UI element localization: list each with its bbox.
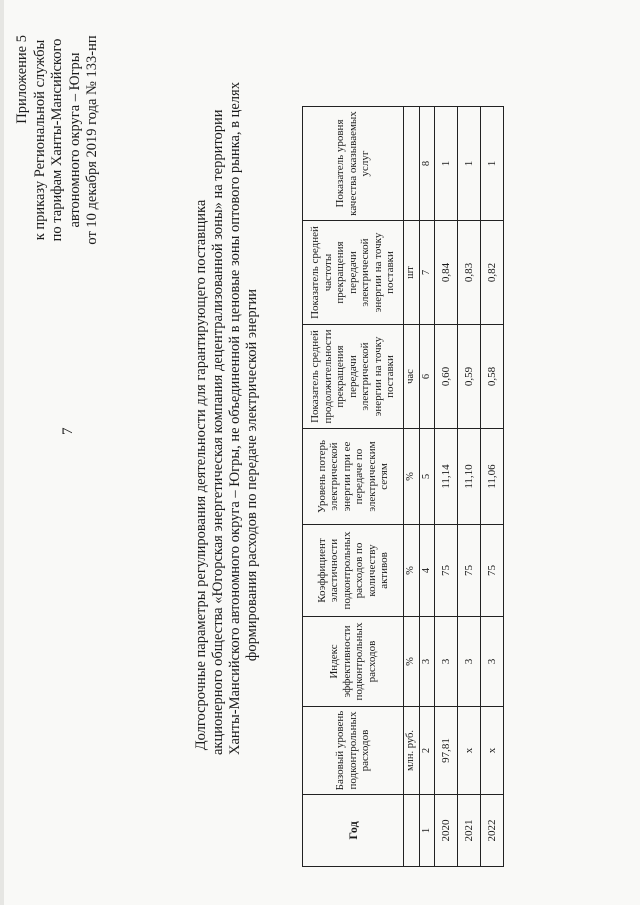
header-efficiency-index: Индекс эффективности подконтрольных расходов <box>303 617 404 707</box>
unit-cell: % <box>404 617 420 707</box>
table-cell: 3 <box>435 617 458 707</box>
column-number: 4 <box>419 525 435 617</box>
table-cell: 3 <box>481 617 504 707</box>
table-cell: 1 <box>458 107 481 221</box>
table-cell: 0,60 <box>435 325 458 429</box>
table-cell: 1 <box>481 107 504 221</box>
table-cell: 3 <box>458 617 481 707</box>
unit-cell <box>404 795 420 867</box>
appendix-label: Приложение 5 <box>14 35 30 124</box>
title-line-2: акционерного общества «Югорская энергетическая компания децентрализованной зоны» на территории <box>210 109 226 755</box>
header-base-level: Базовый уровень подконтрольных расходов <box>303 707 404 795</box>
unit-cell: час <box>404 325 420 429</box>
table-cell: 0,82 <box>481 221 504 325</box>
table-cell: х <box>458 707 481 795</box>
header-loss-level: Уровень потерь электрической энергии при ее передаче по электрическим сетям <box>303 429 404 525</box>
table-cell: 11,06 <box>481 429 504 525</box>
table-cell: 11,10 <box>458 429 481 525</box>
table-cell: 0,58 <box>481 325 504 429</box>
header-interruption-duration: Показатель средней продолжительности прекращения передачи электрической энергии на точку поставки <box>303 325 404 429</box>
header-service-quality: Показатель уровня качества оказываемых услуг <box>303 107 404 221</box>
year-cell: 2021 <box>458 795 481 867</box>
table-cell: 75 <box>458 525 481 617</box>
table-row-2022 <box>481 107 504 867</box>
year-cell: 2020 <box>435 795 458 867</box>
table-row-2020 <box>435 107 458 867</box>
table-cell: 11,14 <box>435 429 458 525</box>
year-cell: 2022 <box>481 795 504 867</box>
unit-cell: % <box>404 525 420 617</box>
table-cell: 0,83 <box>458 221 481 325</box>
appendix-service-line: по тарифам Ханты-Мансийского <box>49 38 65 242</box>
unit-cell: млн. руб. <box>404 707 420 795</box>
document-title <box>193 82 261 755</box>
column-number: 1 <box>419 795 435 867</box>
unit-cell: шт <box>404 221 420 325</box>
column-number: 8 <box>419 107 435 221</box>
column-number: 7 <box>419 221 435 325</box>
table-row-2021 <box>458 107 481 867</box>
table-cell: 0,84 <box>435 221 458 325</box>
unit-cell: % <box>404 429 420 525</box>
title-line-4: формирования расходов по передаче электрической энергии <box>244 288 260 662</box>
title-line-1: Долгосрочные параметры регулирования деятельности для гарантирующего поставщика <box>193 199 209 751</box>
table-header-row <box>303 107 404 867</box>
table-cell: 1 <box>435 107 458 221</box>
appendix-order-line: к приказу Региональной службы <box>31 39 48 241</box>
header-elasticity-coefficient: Коэффициент эластичности подконтрольных расходов по количеству активов <box>303 525 404 617</box>
table-cell: 97,81 <box>435 707 458 795</box>
column-number: 3 <box>419 617 435 707</box>
column-number: 2 <box>419 707 435 795</box>
table-units-row <box>404 107 420 867</box>
title-line-3: Ханты-Мансийского автономного округа – Югры, не объединенной в ценовые зоны оптового рынка, в целях <box>227 82 243 755</box>
table-cell: 0,59 <box>458 325 481 429</box>
table-cell: 75 <box>435 525 458 617</box>
appendix-header <box>14 0 102 285</box>
header-interruption-frequency: Показатель средней частоты прекращения передачи электрической энергии на точку поставки <box>303 221 404 325</box>
header-year: Год <box>303 795 404 867</box>
unit-cell <box>404 107 420 221</box>
table-cell: х <box>481 707 504 795</box>
column-number: 6 <box>419 325 435 429</box>
table-cell: 75 <box>481 525 504 617</box>
table-column-numbers-row <box>419 107 435 867</box>
appendix-region-line: автономного округа – Югры <box>66 52 83 228</box>
column-number: 5 <box>419 429 435 525</box>
parameters-table <box>302 106 504 867</box>
appendix-date-line: от 10 декабря 2019 года № 133-нп <box>84 35 100 245</box>
page-number: 7 <box>60 427 76 435</box>
